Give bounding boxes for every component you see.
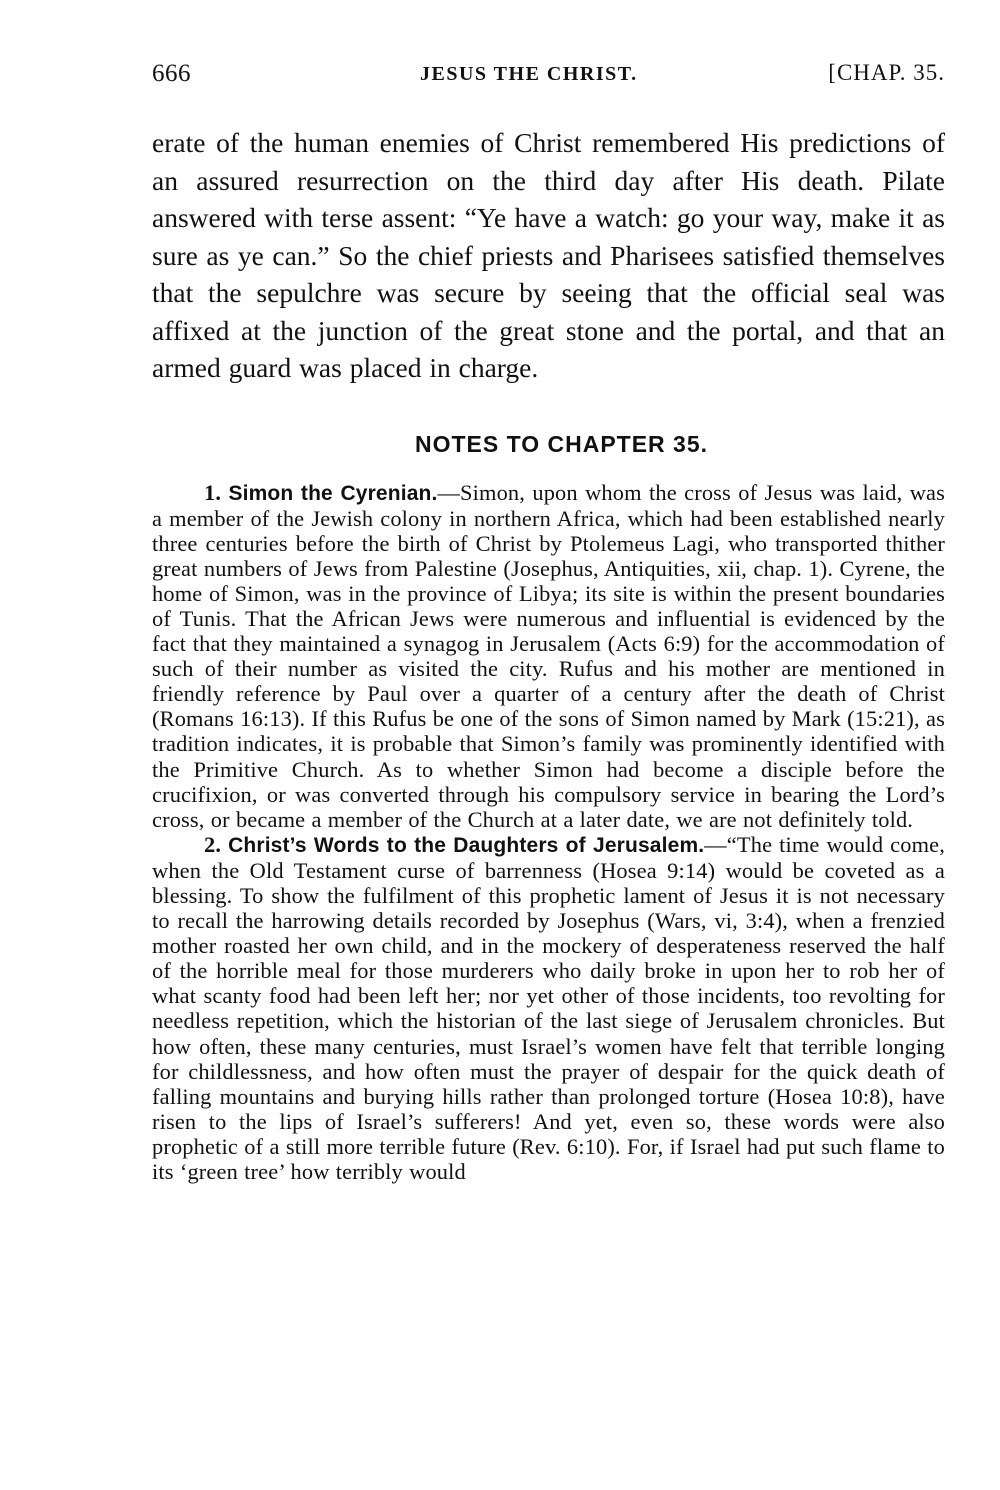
note-2 bbox=[152, 832, 945, 1184]
note-1 bbox=[152, 480, 945, 832]
book-page bbox=[152, 60, 945, 1184]
main-text bbox=[152, 124, 945, 387]
chapter-label: [CHAP. 35. bbox=[828, 60, 945, 85]
note-title: Christ’s Words to the Daughters of Jerusalem. bbox=[228, 833, 705, 857]
note-text: —Simon, upon whom the cross of Jesus was laid, was a member of the Jewish colony in northern Africa, which had been established nearly three centuries before the birth of Christ by Ptolemeus Lagi, who transported thither great numbers of Jews from Palestine (Josephus, Antiquities, xii, chap. 1). Cyrene, the home of Simon, was in the province of Libya; its site is within the present boundaries of Tunis. That the African Jews were numerous and influential is evidenced by the fact that they maintained a synagog in Jerusalem (Acts 6:9) for the accommodation of such of their number as visited the city. Rufus and his mother are mentioned in friendly reference by Paul over a quarter of a century after the death of Christ (Romans 16:13). If this Rufus be one of the sons of Simon named by Mark (15:21), as tradition indicates, it is probable that Simon’s family was prominently identified with the Primitive Church. As to whether Simon had become a disciple before the crucifixion, or was converted through his compulsory service in bearing the Lord’s cross, or became a member of the Church at a later date, we are not definitely told. bbox=[152, 479, 946, 832]
note-number: 2. bbox=[204, 831, 222, 857]
main-paragraph: erate of the human enemies of Christ remembered His predictions of an assured resurrection on the third day after His death. Pilate answered with terse assent: “Ye have a watch: go your way, make it as sure as ye can.” So the chief priests and Pharisees satisfied themselves that the sepulchre was secure by seeing that the official seal was affixed at the junction of the great stone and the portal, and that an armed guard was placed in charge. bbox=[152, 127, 945, 383]
running-head bbox=[152, 60, 945, 96]
notes-heading: NOTES TO CHAPTER 35. bbox=[414, 430, 709, 457]
note-number: 1. bbox=[204, 479, 222, 505]
book-title: JESUS THE CHRIST. bbox=[420, 63, 638, 85]
note-text: —“The time would come, when the Old Testament curse of barrenness (Hosea 9:14) would be coveted as a blessing. To show the fulfilment of this prophetic lament of Jesus it is not necessary to recall the harrowing details recorded by Josephus (Wars, vi, 3:4), when a frenzied mother roasted her own child, and in the mockery of desperateness reserved the half of the horrible meal for those murderers who daily broke in upon her to rob her of what scanty food had been left her; nor yet other of those incidents, too revolting for needless repetition, which the historian of the last siege of Jerusalem chronicles. But how often, these many centuries, must Israel’s women have felt that terrible longing for childlessness, and how often must the prayer of despair for the quick death of falling mountains and burying hills rather than prolonged torture (Hosea 10:8), have risen to the lips of Israel’s sufferers! And yet, even so, these words were also prophetic of a still more terrible future (Rev. 6:10). For, if Israel had put such flame to its ‘green tree’ how terribly would bbox=[152, 831, 946, 1185]
note-title: Simon the Cyrenian. bbox=[228, 481, 438, 505]
notes-section bbox=[152, 480, 945, 1185]
page-number: 666 bbox=[152, 60, 191, 87]
